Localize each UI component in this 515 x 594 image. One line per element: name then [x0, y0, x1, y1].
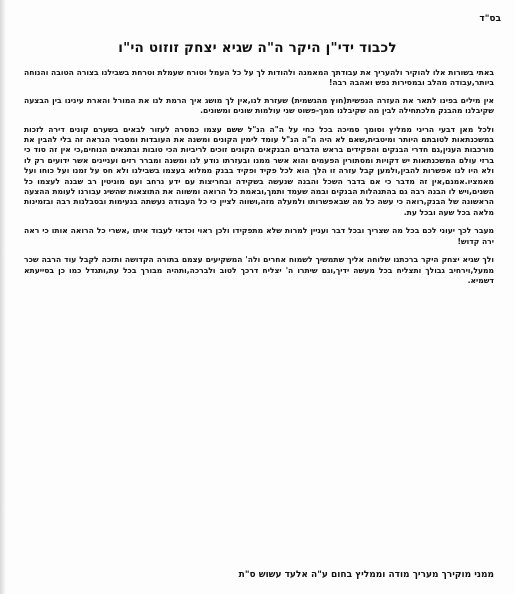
signature-line: ממני מוקירך מעריך מודה וממליץ בחום ע"ה אלעד עשוש ס"ת [238, 570, 494, 580]
paragraph-2: אין מילים בפינו לתאר את העזרה הנפשית(חוץ מהגשמית) שעזרת לנו,אין לך מושג איך הרמת לנו את המורל והארת עינינו בין הבצעה שקיבלנו מהבנק מלכתחילה לבין מה שקיבלנו ממך-פשוט שני עולמות שונים ומשונים. [24, 95, 494, 116]
scan-edge-shadow [0, 0, 6, 594]
paragraph-4: מעבר לכך יעוני לכם בכל מה שצריך ובכל דבר ועניין למרות שלא מתפקידו ולכן ראוי וכדאי לעבוד איתו ,אשרי כל הרואה אותו כי ראה ירה קדוש! [24, 226, 494, 246]
letter-title: לכבוד ידי"ן היקר ה"ה שגיא יצחק זוזוט הי"ו [118, 40, 397, 56]
paragraph-3: ולכל מאן דבעי הריני ממליץ וסומך סמיכה בכל כחי על ה"ה הנ"ל ששם עצמו כמסרה לעזור לבאים בשערם קונים דירה לזכות במשכנתאות לטובתם היותר ומיטבית,שאם לא היה ה"ה הנ"ל עומד לימין הקונים ומשנה את העובדות ומסביר הנראה זה בלי להבין את מורכבות הענין,גם חדרי הבנקים והפקידים בראש הדברים הבנקאים הקונים זוכים לריביות הכי טובות ובתנאים הנוחים,כי אין זה סוד כי ברזי עולם המשכנתאות יש דקויות ומסתורין הפעמים והוא אשר ממנו ובעזרתו נודע לנו ומשנה ומברר רזים ועניינים אשר ידועים רק לו ולא היו לנו אפשרות להבין,ולמען קבל עזרה זו הלך הוא לכל פקיד ופקיד בבנק ממלוא בעצמו בשבילנו ולא חס על זמנו ועל כוחו ועל מאמציו.אמנם,אין זה מדבר כי אם בדבר השכל והבנה שנעשה בשקידה ובחריצות עם ידע נרחב ועם מוניטין רב שבנה לעצמו כל השנים,ויש לו הבנה רבה גם בהתנהלות הבנקים ובמה שעמד ותמך,ובאמת כל הרואה ומשווה את התוצאות שהשיג עבורנו לעומת ההצעה הראשונה של הבנק,רואה כי עשה כל מה שבאפשרותו ולמעלה מזה,ושווה לציין כי כל העבודה נעשתה בנעימות ובסבלנות רבה ובזמינות מלאה בכל שעה ובכל עת. [24, 124, 494, 217]
bsd-header: בס"ד [479, 14, 501, 24]
paragraph-1: באתי בשורות אלו להוקיר ולהעריך את עבודתך המאמנה ולהודות לך על כל העמל וטורח שעמלת וטרחת בשבילנו בצורה הטובה והנוחה ביותר,עבודה מהלב ובמסירות נפש ואהבה רבה! [24, 68, 494, 88]
paragraph-5: ולך שגיא יצחק היקר ברכתנו שלוחה אליך שתמשיך לשמוח אחרים ולה' המשקיעים עצמם בתורה הקדושה ותזכה לקבל עוד הרבה שכר ממעל,וירחיב גבולך ותצליח בכל מעשה ידיך,וגם שיתרו ה' יצליח דרכך לטוב ולברכה,ותהיה מבורך בכל עת,ותגדל כמו כן בסייעתא דשמיא. [24, 255, 494, 285]
letter-body [24, 68, 494, 294]
